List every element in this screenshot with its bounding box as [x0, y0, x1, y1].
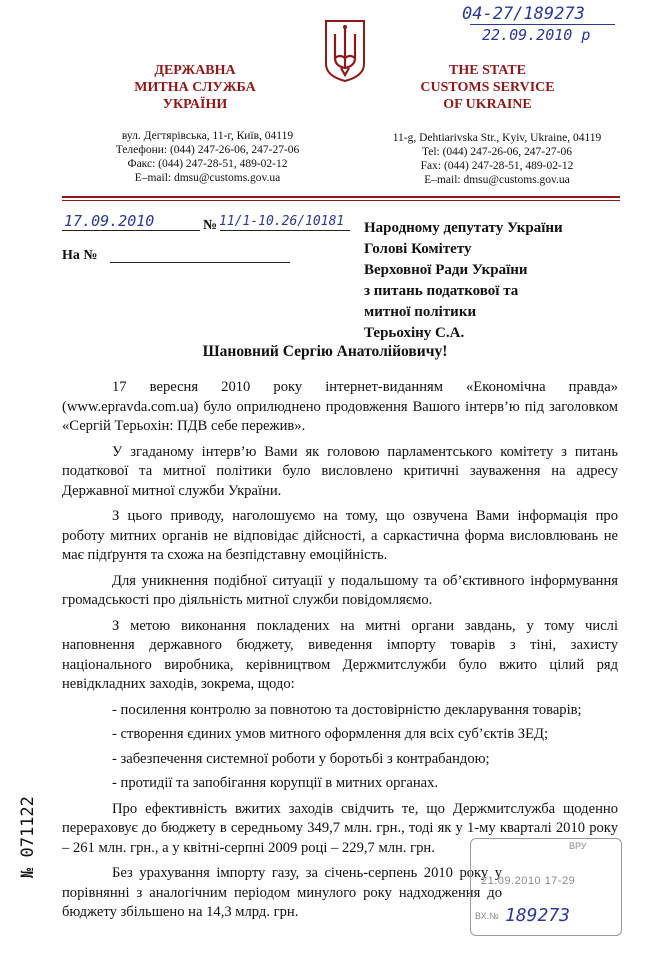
incoming-reg-underline	[470, 24, 615, 25]
contacts-right	[362, 131, 632, 187]
incoming-reg-date: 22.09.2010 р	[482, 26, 591, 44]
stamp-number: 189273	[505, 905, 571, 926]
outgoing-number: 11/1-10.26/10181	[219, 214, 345, 229]
addressee-block	[364, 218, 624, 344]
org-name-en-line3: OF UKRAINE	[443, 97, 532, 112]
list-item: - створення єдиних умов митного оформлення для всіх суб’єктів ЗЕД;	[112, 726, 549, 742]
header-left	[100, 62, 290, 113]
org-name-ua-line2: МИТНА СЛУЖБА	[134, 80, 256, 95]
ukraine-trident-emblem	[323, 18, 367, 84]
incoming-reg-number: 04-27/189273	[462, 4, 585, 24]
addressee-line: митної політики	[364, 304, 477, 320]
address-ua: вул. Дегтярівська, 11-г, Київ, 04119	[121, 130, 294, 142]
address-en: 11-g, Dehtiarivska Str., Kyiv, Ukraine, 04119	[392, 132, 602, 144]
phones-en: Tel: (044) 247-26-06, 247-27-06	[422, 146, 572, 158]
incoming-stamp	[470, 838, 622, 936]
list-item: - посилення контролю за повнотою та достовірністю декларування товарів;	[112, 701, 582, 718]
closing-paragraph: Без урахування імпорту газу, за січень-серпень 2010 року у порівнянні з аналогічним періодом минулого року надходження до бюджету збільшено на 14,3 млрд. грн.	[62, 865, 502, 920]
org-name-en-line1: THE STATE	[449, 63, 526, 78]
greeting: Шановний Сергію Анатолійовичу!	[202, 343, 448, 360]
form-serial-number: № 071122	[18, 796, 38, 878]
body-paragraph: У згаданому інтерв’ю Вами як головою парламентського комітету з питань податкової та митної політики було висловлено критичні зауваження на адресу Державної митної служби України.	[62, 443, 618, 499]
addressee-line: з питань податкової та	[364, 283, 519, 299]
email-ua: E–mail: dmsu@customs.gov.ua	[134, 172, 281, 184]
closing-paragraph: Про ефективність вжитих заходів свідчить те, що Держмитслужба щоденно перераховує до бюджету в середньому 349,7 млн. грн., тоді як у 1-му кварталі 2010 року – 261 млн. грн., а у квітні-серпні 2009 році – 229,7 млн. грн.	[62, 800, 618, 856]
list-item: - протидії та запобігання корупції в митних органах.	[112, 775, 439, 791]
body-paragraph: 17 вересня 2010 року інтернет-виданням «Економічна правда» (www.epravda.com.ua) було оприлюднено продовження Вашого інтерв’ю під заголовком «Сергій Терьохін: ПДВ себе пережив».	[62, 379, 618, 434]
org-name-en-line2: CUSTOMS SERVICE	[420, 80, 555, 95]
body-paragraph: З цього приводу, наголошуємо на тому, що озвучена Вами інформація про роботу митних органів не відповідає дійсності, а саркастична форма висловлювань не має підґрунтя та схожа на безпідставну емоційність.	[62, 508, 618, 563]
org-name-ua-line1: ДЕРЖАВНА	[154, 63, 236, 78]
fax-en: Fax: (044) 247-28-51, 489-02-12	[420, 160, 574, 172]
outgoing-date: 17.09.2010	[64, 212, 155, 230]
body-paragraph: Для уникнення подібної ситуації у подальшому та об’єктивного інформування громадськості про діяльність митної служби повідомляємо.	[62, 572, 618, 608]
email-en: E–mail: dmsu@customs.gov.ua	[424, 174, 570, 186]
addressee-line: Верховної Ради України	[364, 262, 528, 278]
addressee-line: Голові Комітету	[364, 241, 472, 257]
outgoing-no-label: №	[203, 218, 218, 233]
contacts-left	[85, 129, 330, 185]
phones-ua: Телефони: (044) 247-26-06, 247-27-06	[115, 144, 300, 156]
addressee-line: Народному депутату України	[364, 220, 563, 236]
na-line	[110, 262, 290, 263]
header-divider	[62, 196, 620, 201]
outgoing-date-line	[62, 230, 200, 231]
body-paragraph: З метою виконання покладених на митні органи завдань, у тому числі наповнення державного бюджету, виведення імпорту товарів з тіні, захисту національного виробника, керівництвом Держмитслужби було вжито цілий ряд невідкладних заходів, зокрема, щодо:	[62, 617, 618, 692]
na-label: На №	[62, 248, 98, 263]
stamp-top-text: ВРУ	[569, 841, 587, 851]
outgoing-number-line	[220, 230, 350, 231]
header-right	[400, 62, 575, 113]
stamp-label: ВХ.№	[475, 911, 499, 921]
addressee-line: Терьохіну С.А.	[364, 325, 465, 341]
list-item: - забезпечення системної роботи у боротьбі з контрабандою;	[112, 750, 490, 767]
fax-ua: Факс: (044) 247-28-51, 489-02-12	[127, 158, 288, 170]
stamp-datetime: 21.09.2010 17-29	[481, 875, 576, 887]
org-name-ua-line3: УКРАЇНИ	[162, 97, 228, 112]
